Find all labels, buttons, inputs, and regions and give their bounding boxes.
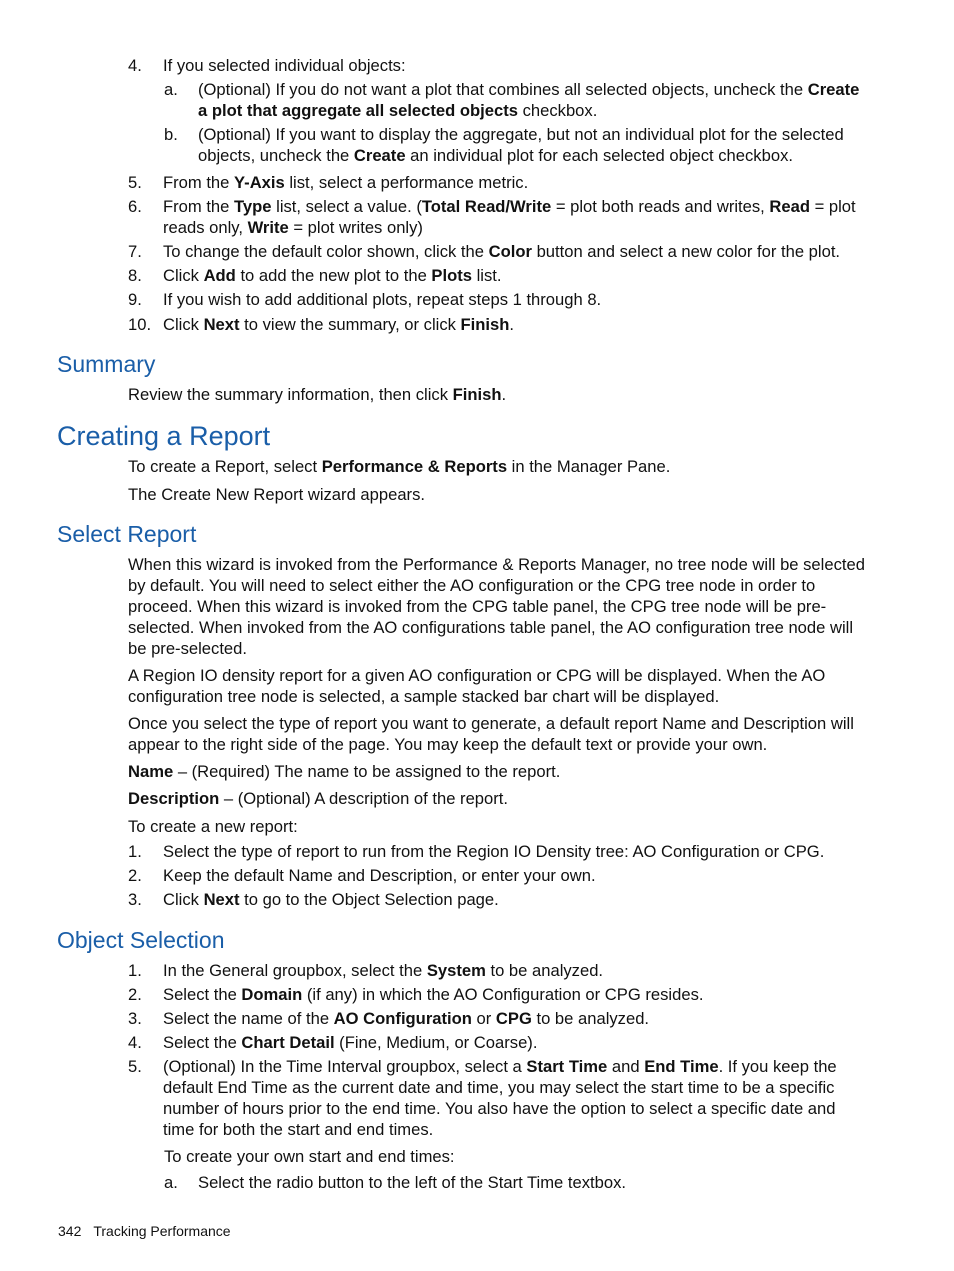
list-number: 1. <box>128 961 142 980</box>
list-text <box>163 241 868 262</box>
page-number: 342 <box>58 1223 82 1239</box>
list-text <box>163 1008 868 1029</box>
bold-term: Read <box>769 197 810 216</box>
footer-section-title: Tracking Performance <box>93 1223 231 1239</box>
list-number: 1. <box>128 842 142 861</box>
text-run: . <box>501 385 507 404</box>
list-text <box>163 960 868 981</box>
bold-term: Performance & Reports <box>321 457 508 476</box>
text-run: (Fine, Medium, or Coarse). <box>334 1033 538 1052</box>
bold-term: Finish <box>460 315 510 334</box>
text-run: To change the default color shown, click the <box>163 242 489 261</box>
list-letter: a. <box>164 1173 178 1192</box>
paragraph: A Region IO density report for a given AO configuration or CPG will be displayed. When the AO configuration tree node is selected, a sample stacked bar chart will be displayed. <box>128 666 826 706</box>
bold-term: Finish <box>452 385 502 404</box>
bold-term: Description <box>128 789 220 808</box>
bold-term: Type <box>234 197 272 216</box>
text-run: list. <box>471 266 502 285</box>
paragraph <box>128 384 868 405</box>
text-run: (Optional) If you do not want a plot that combines all selected objects, uncheck the <box>198 80 808 99</box>
text-run: – (Required) The name to be assigned to the report. <box>173 762 561 781</box>
text-run: If you wish to add additional plots, repeat steps 1 through 8. <box>163 290 602 309</box>
text-run: Click <box>163 315 204 334</box>
text-run: If you selected individual objects: <box>163 56 406 75</box>
section-heading-object-selection: Object Selection <box>57 927 225 953</box>
list-text <box>163 1056 868 1140</box>
list-number: 9. <box>128 290 142 309</box>
list-number: 5. <box>128 173 142 192</box>
text-run: list, select a value. ( <box>271 197 422 216</box>
paragraph: To create your own start and end times: <box>164 1147 455 1166</box>
list-text <box>163 314 868 335</box>
list-number: 10. <box>128 315 152 334</box>
bold-term: Domain <box>241 985 303 1004</box>
list-text <box>198 1172 868 1193</box>
list-number: 2. <box>128 866 142 885</box>
bold-term: System <box>426 961 486 980</box>
list-text <box>163 865 868 886</box>
text-run: checkbox. <box>517 101 598 120</box>
text-run: to go to the Object Selection page. <box>239 890 499 909</box>
bold-term: End Time <box>644 1057 719 1076</box>
text-run: Select the type of report to run from the Region IO Density tree: AO Configuration or CPG. <box>163 842 825 861</box>
text-run: to be analyzed. <box>485 961 604 980</box>
list-text <box>198 79 868 121</box>
list-text <box>163 889 868 910</box>
paragraph <box>128 456 868 477</box>
text-run: Select the name of the <box>163 1009 334 1028</box>
text-run: Select the radio button to the left of the Start Time textbox. <box>198 1173 626 1192</box>
list-text <box>163 984 868 1005</box>
text-run: Review the summary information, then click <box>128 385 453 404</box>
text-run: . <box>509 315 515 334</box>
list-text <box>198 124 868 166</box>
paragraph-description-field <box>128 788 868 809</box>
bold-term: Create <box>353 146 406 165</box>
text-run: . If you keep the default End Time as the current date and time, you may select the start time to be a specific number of hours prior to the end time. You also have the option to select a specific date and time for both the start and end times. <box>163 1057 837 1139</box>
text-run: Select the <box>163 985 242 1004</box>
paragraph: The Create New Report wizard appears. <box>128 485 425 504</box>
list-letter: a. <box>164 80 178 99</box>
list-number: 7. <box>128 242 142 261</box>
list-letter: b. <box>164 125 178 144</box>
list-number: 2. <box>128 985 142 1004</box>
text-run: From the <box>163 173 235 192</box>
bold-term: AO Configuration <box>333 1009 472 1028</box>
text-run: to add the new plot to the <box>235 266 432 285</box>
list-text <box>163 196 868 238</box>
bold-term: Next <box>203 315 240 334</box>
list-number: 5. <box>128 1057 142 1076</box>
bold-term: Y-Axis <box>234 173 285 192</box>
bold-term: Create a plot that aggregate all selected objects <box>198 80 860 120</box>
page-footer <box>58 1222 231 1240</box>
text-run: = plot reads only, <box>163 197 856 237</box>
list-number: 3. <box>128 1009 142 1028</box>
text-run: to view the summary, or click <box>239 315 461 334</box>
section-heading-select-report: Select Report <box>57 521 197 547</box>
bold-term: Add <box>203 266 236 285</box>
text-run: From the <box>163 197 235 216</box>
paragraph: When this wizard is invoked from the Performance & Reports Manager, no tree node will be selected by default. You will need to select either the AO configuration or the CPG tree node in order to proceed. When this wizard is invoked from the CPG table panel, the CPG tree node will be pre-selected. When invoked from the AO configurations table panel, the AO configuration tree node will be pre-selected. <box>128 555 865 658</box>
bold-term: Start Time <box>526 1057 608 1076</box>
text-run: Select the <box>163 1033 242 1052</box>
bold-term: Next <box>203 890 240 909</box>
bold-term: Plots <box>431 266 472 285</box>
section-heading-summary: Summary <box>57 351 156 377</box>
list-text <box>163 289 868 310</box>
paragraph-name-field <box>128 761 868 782</box>
text-run: (Optional) In the Time Interval groupbox, select a <box>163 1057 527 1076</box>
text-run: an individual plot for each selected object checkbox. <box>405 146 793 165</box>
list-number: 6. <box>128 197 142 216</box>
list-number: 4. <box>128 1033 142 1052</box>
chapter-heading-creating-a-report: Creating a Report <box>57 421 271 451</box>
text-run: and <box>607 1057 645 1076</box>
text-run: Keep the default Name and Description, or enter your own. <box>163 866 596 885</box>
bold-term: Name <box>128 762 174 781</box>
text-run: in the Manager Pane. <box>507 457 671 476</box>
text-run: = plot both reads and writes, <box>551 197 770 216</box>
list-number: 4. <box>128 56 142 75</box>
bold-term: CPG <box>495 1009 532 1028</box>
text-run: or <box>471 1009 496 1028</box>
text-run: Click <box>163 266 204 285</box>
text-run: In the General groupbox, select the <box>163 961 427 980</box>
list-text <box>163 172 868 193</box>
text-run: list, select a performance metric. <box>284 173 529 192</box>
bold-term: Write <box>247 218 289 237</box>
text-run: button and select a new color for the plot. <box>531 242 841 261</box>
bold-term: Color <box>488 242 532 261</box>
text-run: To create a Report, select <box>128 457 322 476</box>
list-number: 8. <box>128 266 142 285</box>
text-run: (Optional) If you want to display the aggregate, but not an individual plot for the selected objects, uncheck the <box>198 125 844 165</box>
list-text <box>163 1032 868 1053</box>
list-number: 3. <box>128 890 142 909</box>
list-text <box>163 265 868 286</box>
text-run: = plot writes only) <box>288 218 423 237</box>
text-run: – (Optional) A description of the report. <box>219 789 509 808</box>
text-run: (if any) in which the AO Configuration or CPG resides. <box>302 985 704 1004</box>
bold-term: Chart Detail <box>241 1033 335 1052</box>
paragraph: To create a new report: <box>128 817 298 836</box>
list-text <box>163 55 868 76</box>
list-text <box>163 841 868 862</box>
text-run: Click <box>163 890 204 909</box>
text-run: to be analyzed. <box>531 1009 650 1028</box>
paragraph: Once you select the type of report you want to generate, a default report Name and Description will appear to the right side of the page. You may keep the default text or provide your own. <box>128 714 854 754</box>
bold-term: Total Read/Write <box>421 197 552 216</box>
